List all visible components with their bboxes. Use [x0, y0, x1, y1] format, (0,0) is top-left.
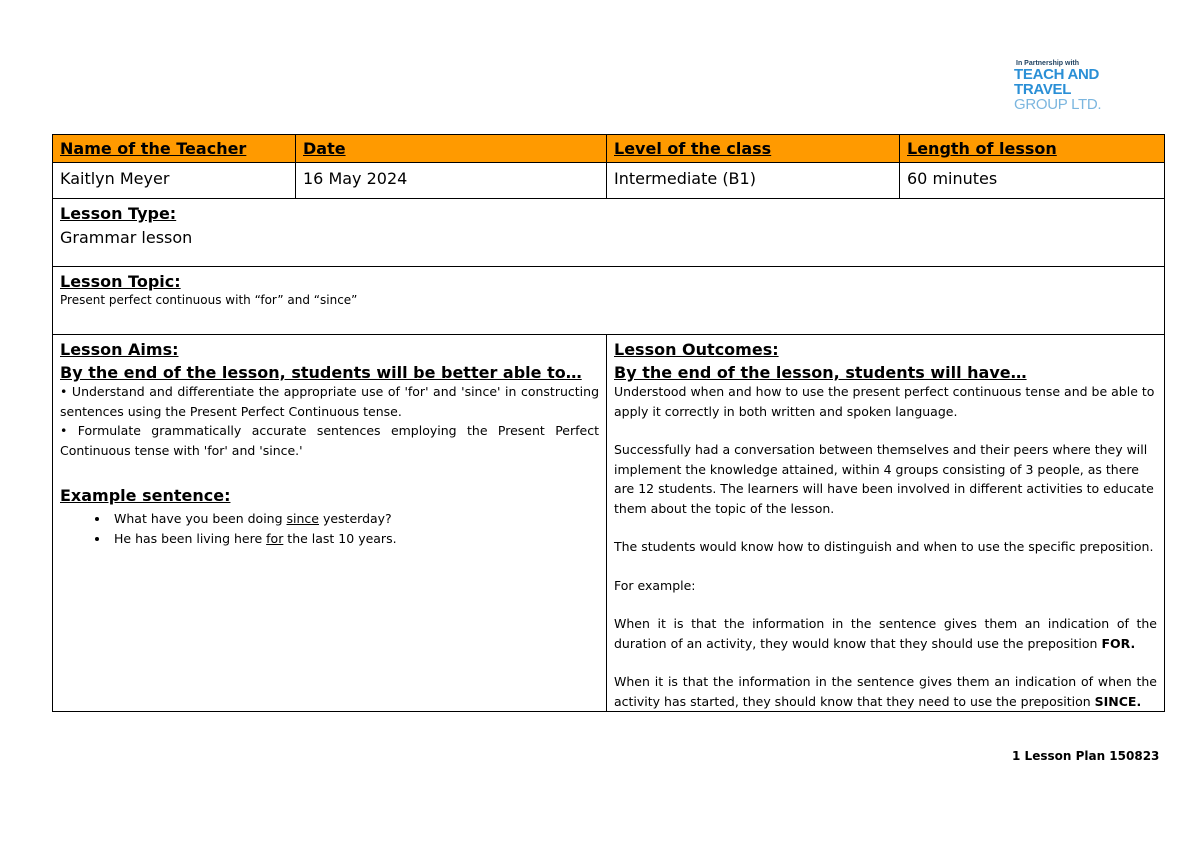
lesson-topic-row: [53, 267, 1165, 335]
level-value: Intermediate (B1): [607, 163, 900, 199]
date-value: 16 May 2024: [296, 163, 607, 199]
aims-bullet-1: • Understand and differentiate the appropriate use of 'for' and 'since' in constructing sentences using the Present Perfect Continuous tense.: [60, 384, 599, 419]
lesson-topic-label: Lesson Topic:: [60, 272, 181, 291]
header-row: [53, 135, 1165, 163]
example-sentence-title: Example sentence:: [60, 486, 231, 505]
outcome-paragraph-5: When it is that the information in the sentence gives them an indication of the duration of an activity, they would know that they should use the preposition FOR.: [614, 616, 1157, 651]
lesson-aims-label: Lesson Aims:: [60, 340, 179, 359]
outcome-paragraph-4: For example:: [614, 577, 696, 593]
logo-line2: GROUP LTD.: [1014, 96, 1102, 113]
lesson-aims-cell: [53, 335, 607, 712]
example-list: [60, 509, 599, 549]
values-row: [53, 163, 1165, 199]
aims-outcomes-row: [53, 335, 1165, 712]
page-number: 1: [1012, 749, 1021, 763]
lesson-aims-subtitle: By the end of the lesson, students will be better able to…: [60, 363, 582, 382]
lesson-plan-table: [52, 134, 1165, 712]
lesson-topic-value: Present perfect continuous with “for” and “since”: [60, 293, 358, 307]
lesson-outcomes-subtitle: By the end of the lesson, students will have…: [614, 363, 1027, 382]
example-sentence-2: • He has been living here for the last 10 years.: [110, 529, 599, 549]
page-footer: [1012, 749, 1159, 763]
outcome-paragraph-6: When it is that the information in the sentence gives them an indication of when the activity has started, they should know that they need to use the preposition SINCE.: [614, 674, 1157, 709]
length-value: 60 minutes: [900, 163, 1165, 199]
lesson-outcomes-label: Lesson Outcomes:: [614, 340, 779, 359]
level-label: Level of the class: [607, 135, 900, 163]
lesson-type-row: [53, 199, 1165, 267]
lesson-type-cell: [53, 199, 1165, 267]
partner-logo: [1014, 60, 1144, 112]
footer-text: Lesson Plan 150823: [1024, 749, 1160, 763]
lesson-outcomes-cell: [607, 335, 1165, 712]
lesson-topic-cell: [53, 267, 1165, 335]
aims-bullet-2: • Formulate grammatically accurate sentences employing the Present Perfect Continuous tense with 'for' and 'since.': [60, 423, 599, 458]
outcome-paragraph-2: Successfully had a conversation between themselves and their peers where they will implement the knowledge attained, within 4 groups consisting of 3 people, as there are 12 students. The learners will have been involved in different activities to educate them about the topic of the lesson.: [614, 442, 1154, 516]
example-sentence-1: • What have you been doing since yesterday?: [110, 509, 599, 529]
teacher-value: Kaitlyn Meyer: [53, 163, 296, 199]
logo-line1: TEACH AND TRAVEL: [1014, 66, 1100, 98]
length-label: Length of lesson: [900, 135, 1165, 163]
date-label: Date: [296, 135, 607, 163]
lesson-type-value: Grammar lesson: [60, 228, 193, 247]
outcome-paragraph-1: Understood when and how to use the present perfect continuous tense and be able to apply it correctly in both written and spoken language.: [614, 384, 1155, 419]
lesson-type-label: Lesson Type:: [60, 204, 177, 223]
outcome-paragraph-3: The students would know how to distinguish and when to use the specific preposition.: [614, 539, 1154, 554]
teacher-label: Name of the Teacher: [53, 135, 296, 163]
logo-partner-text: In Partnership with: [1016, 60, 1080, 67]
